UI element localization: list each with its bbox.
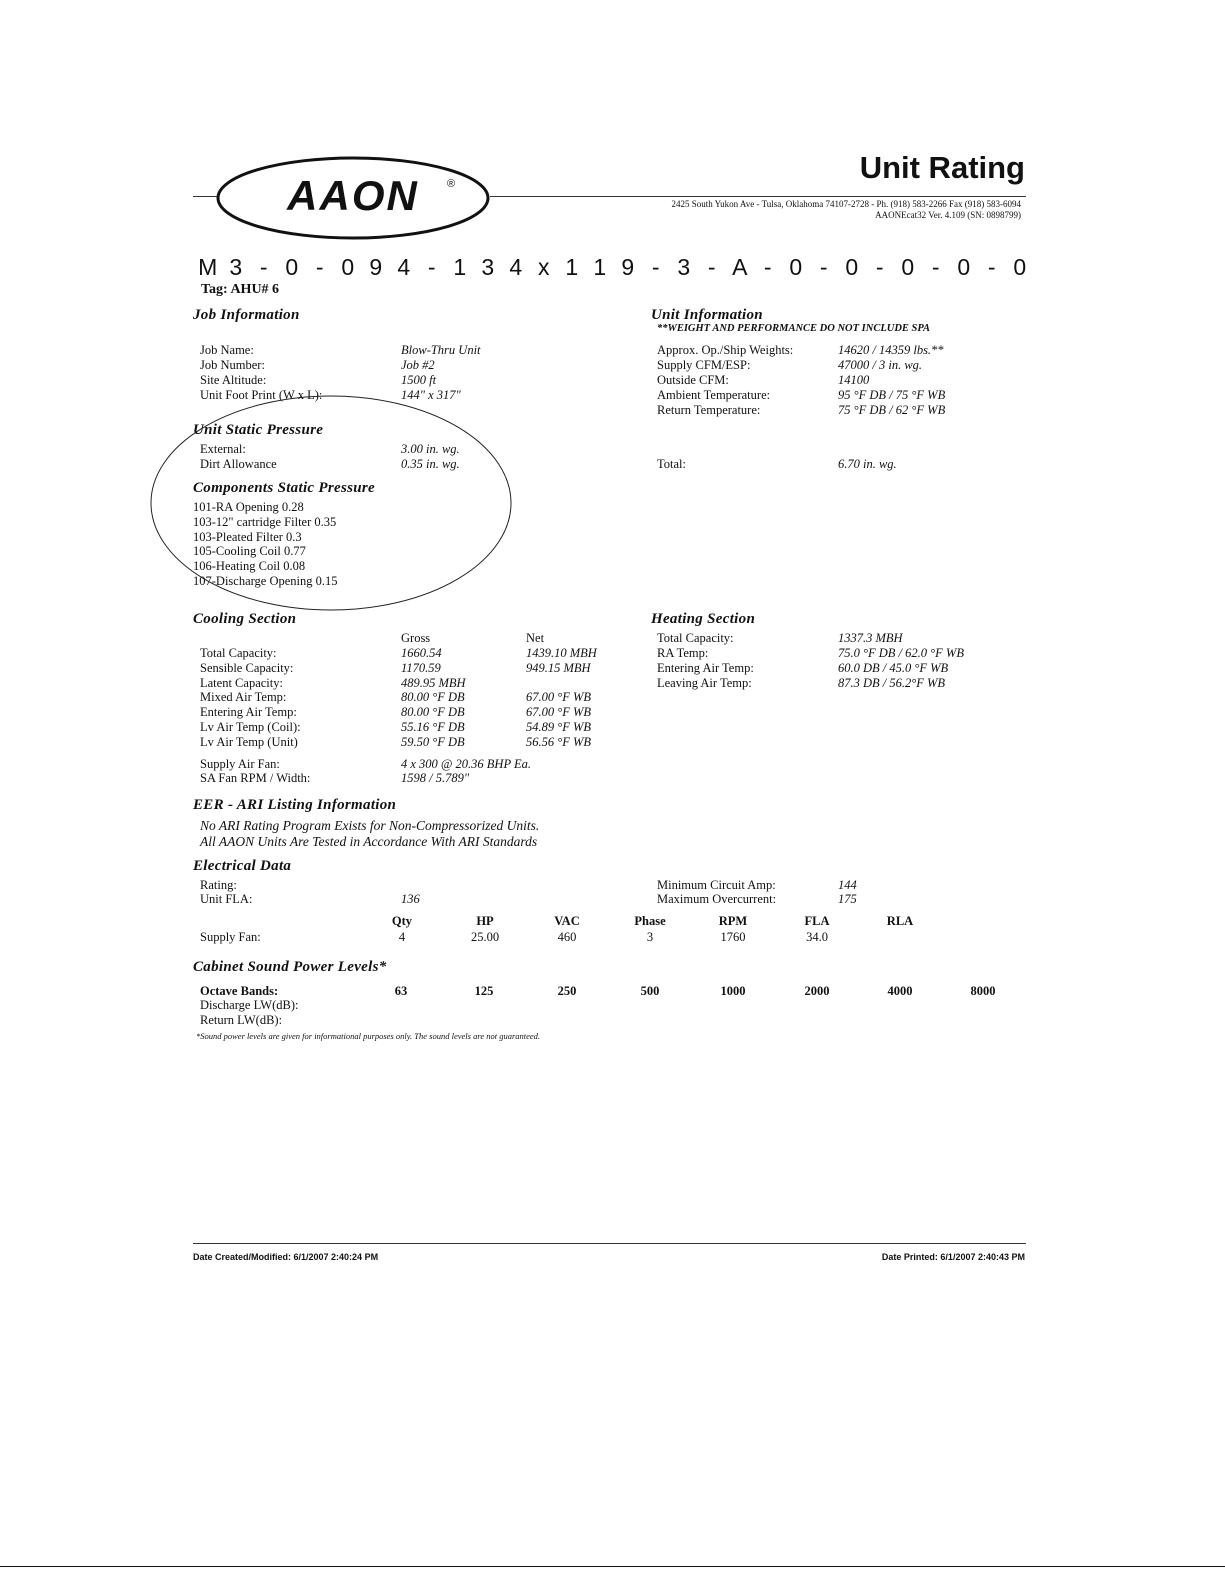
header-rule-left <box>193 196 217 197</box>
supply-fan-label: Supply Air Fan: <box>200 757 280 771</box>
cooling-row-net: 1439.10 MBH <box>526 646 597 660</box>
total-static-label: Total: <box>657 457 686 471</box>
job-info-heading: Job Information <box>193 307 300 323</box>
col-phase: Phase <box>634 914 666 928</box>
model-char: 9 <box>621 254 635 280</box>
dirt-allowance-value: 0.35 in. wg. <box>401 457 460 471</box>
sound-heading: Cabinet Sound Power Levels* <box>193 959 387 975</box>
cooling-row-gross: 59.50 °F DB <box>401 735 465 749</box>
header-rule-right <box>490 196 1026 197</box>
return-lw-label: Return LW(dB): <box>200 1013 283 1027</box>
footprint-label: Unit Foot Print (W x L): <box>200 388 323 402</box>
dirt-allowance-label: Dirt Allowance <box>200 457 277 471</box>
col-qty: Qty <box>391 914 413 928</box>
unit-fla-label: Unit FLA: <box>200 892 253 906</box>
octave-band: 2000 <box>804 984 830 998</box>
fan-rpm-value: 1598 / 5.789" <box>401 771 470 785</box>
return-temp-value: 75 °F DB / 62 °F WB <box>838 403 946 417</box>
fan-fla: 34.0 <box>806 930 828 944</box>
cooling-row-net: 949.15 MBH <box>526 661 591 675</box>
model-char: - <box>875 254 885 280</box>
electrical-heading: Electrical Data <box>193 858 292 874</box>
model-char: 1 <box>453 254 467 280</box>
heating-row-value: 60.0 DB / 45.0 °F WB <box>838 661 949 675</box>
model-char: 0 <box>285 254 299 280</box>
supply-cfm-label: Supply CFM/ESP: <box>657 358 751 372</box>
model-char: - <box>315 254 325 280</box>
date-created: Date Created/Modified: 6/1/2007 2:40:24 PM <box>193 1252 379 1262</box>
components-heading: Components Static Pressure <box>193 480 375 496</box>
model-char: - <box>819 254 829 280</box>
cooling-row-label: Lv Air Temp (Coil): <box>200 720 301 734</box>
model-char: - <box>707 254 717 280</box>
cooling-heading: Cooling Section <box>193 611 297 627</box>
heating-row-label: Entering Air Temp: <box>657 661 754 675</box>
heating-row-value: 75.0 °F DB / 62.0 °F WB <box>838 646 964 660</box>
external-label: External: <box>200 442 246 456</box>
job-number-label: Job Number: <box>200 358 265 372</box>
cooling-row-gross: 80.00 °F DB <box>401 705 465 719</box>
mca-label: Minimum Circuit Amp: <box>657 878 776 892</box>
model-char: 4 <box>397 254 411 280</box>
cooling-row-label: Sensible Capacity: <box>200 661 294 675</box>
col-rpm: RPM <box>718 914 748 928</box>
fan-qty: 4 <box>398 930 406 944</box>
supply-fan-value: 4 x 300 @ 20.36 BHP Ea. <box>401 757 532 771</box>
model-char: 0 <box>341 254 355 280</box>
heating-row-value: 87.3 DB / 56.2°F WB <box>838 676 946 690</box>
model-char: A <box>732 254 748 280</box>
site-altitude-value: 1500 ft <box>401 373 437 387</box>
footprint-value: 144" x 317" <box>401 388 461 402</box>
unit-info-heading: Unit Information <box>651 307 763 323</box>
model-char: 0 <box>1013 254 1027 280</box>
octave-band: 63 <box>394 984 408 998</box>
model-char: 1 <box>565 254 579 280</box>
fan-rpm: 1760 <box>720 930 746 944</box>
cooling-row-label: Total Capacity: <box>200 646 277 660</box>
mca-value: 144 <box>838 878 857 892</box>
cooling-row-gross: 489.95 MBH <box>401 676 466 690</box>
unit-tag: Tag: AHU# 6 <box>201 282 280 297</box>
model-char: - <box>427 254 437 280</box>
site-altitude-label: Site Altitude: <box>200 373 267 387</box>
model-char: 0 <box>901 254 915 280</box>
job-number-value: Job #2 <box>401 358 435 372</box>
eer-heading: EER - ARI Listing Information <box>193 797 397 813</box>
eer-line: All AAON Units Are Tested in Accordance With ARI Standards <box>200 834 538 849</box>
octave-band: 8000 <box>970 984 996 998</box>
weights-label: Approx. Op./Ship Weights: <box>657 343 794 357</box>
footer-rule <box>193 1243 1026 1244</box>
cooling-row-label: Mixed Air Temp: <box>200 690 287 704</box>
cooling-row-gross: 80.00 °F DB <box>401 690 465 704</box>
model-char: 1 <box>593 254 607 280</box>
heating-row-label: RA Temp: <box>657 646 709 660</box>
model-char: 0 <box>957 254 971 280</box>
model-char: x <box>538 254 550 280</box>
mop-label: Maximum Overcurrent: <box>657 892 777 906</box>
total-static-value: 6.70 in. wg. <box>838 457 897 471</box>
col-vac: VAC <box>554 914 580 928</box>
eer-line: No ARI Rating Program Exists for Non-Compressorized Units. <box>200 818 540 833</box>
octave-band: 250 <box>557 984 577 998</box>
page-bottom-edge <box>0 1566 1225 1567</box>
octave-band: 4000 <box>887 984 913 998</box>
unit-fla-value: 136 <box>401 892 420 906</box>
outside-cfm-value: 14100 <box>838 373 870 387</box>
heating-row-label: Total Capacity: <box>657 631 734 645</box>
cooling-row-label: Latent Capacity: <box>200 676 283 690</box>
fan-vac: 460 <box>557 930 577 944</box>
page-title: Unit Rating <box>859 150 1025 185</box>
cooling-row-label: Lv Air Temp (Unit) <box>200 735 298 749</box>
static-pressure-heading: Unit Static Pressure <box>193 422 324 438</box>
octave-band: 125 <box>474 984 494 998</box>
return-temp-label: Return Temperature: <box>657 403 761 417</box>
fan-hp: 25.00 <box>470 930 500 944</box>
cooling-gross-header: Gross <box>401 631 431 645</box>
model-char: - <box>931 254 941 280</box>
logo-text: AAON <box>287 172 419 219</box>
cooling-net-header: Net <box>526 631 545 645</box>
octave-band: 1000 <box>720 984 746 998</box>
model-char: 9 <box>369 254 383 280</box>
date-printed: Date Printed: 6/1/2007 2:40:43 PM <box>881 1252 1025 1262</box>
cooling-row-net: 56.56 °F WB <box>526 735 592 749</box>
model-char: 3 <box>481 254 495 280</box>
company-address: 2425 South Yukon Ave - Tulsa, Oklahoma 74107-2728 - Ph. (918) 583-2266 Fax (918) 583-6094 <box>671 199 1021 209</box>
job-name-value: Blow-Thru Unit <box>401 343 481 357</box>
model-char: 4 <box>509 254 523 280</box>
sound-footnote: *Sound power levels are given for informational purposes only. The sound levels are not guaranteed. <box>196 1031 541 1041</box>
supply-fan-row-label: Supply Fan: <box>200 930 261 944</box>
job-name-label: Job Name: <box>200 343 254 357</box>
software-version: AAONEcat32 Ver. 4.109 (SN: 0898799) <box>875 210 1021 220</box>
model-char: 3 <box>677 254 691 280</box>
model-char: 0 <box>845 254 859 280</box>
cooling-row-net: 67.00 °F WB <box>526 690 592 704</box>
col-fla: FLA <box>804 914 830 928</box>
model-char: M <box>198 254 218 280</box>
cooling-row-gross: 1660.54 <box>401 646 442 660</box>
model-char: - <box>763 254 773 280</box>
cooling-row-gross: 55.16 °F DB <box>401 720 465 734</box>
external-value: 3.00 in. wg. <box>401 442 460 456</box>
discharge-lw-label: Discharge LW(dB): <box>200 998 299 1012</box>
model-char: - <box>987 254 997 280</box>
component-item: 101-RA Opening 0.28 <box>193 500 304 514</box>
fan-rpm-label: SA Fan RPM / Width: <box>200 771 311 785</box>
registered-mark: ® <box>447 178 456 190</box>
mop-value: 175 <box>838 892 857 906</box>
rating-label: Rating: <box>200 878 237 892</box>
octave-band: 500 <box>640 984 660 998</box>
component-item: 106-Heating Coil 0.08 <box>193 559 306 573</box>
heating-row-value: 1337.3 MBH <box>838 631 903 645</box>
aaon-logo <box>215 155 495 241</box>
supply-cfm-value: 47000 / 3 in. wg. <box>838 358 923 372</box>
ambient-temp-label: Ambient Temperature: <box>657 388 771 402</box>
outside-cfm-label: Outside CFM: <box>657 373 729 387</box>
component-item: 103-12" cartridge Filter 0.35 <box>193 515 337 529</box>
ambient-temp-value: 95 °F DB / 75 °F WB <box>838 388 946 402</box>
octave-bands-label: Octave Bands: <box>200 984 279 998</box>
model-char: 0 <box>789 254 803 280</box>
col-hp: HP <box>476 914 494 928</box>
heating-row-label: Leaving Air Temp: <box>657 676 752 690</box>
cooling-row-net: 67.00 °F WB <box>526 705 592 719</box>
model-number <box>194 254 1034 281</box>
model-char: 3 <box>229 254 243 280</box>
unit-info-note: **WEIGHT AND PERFORMANCE DO NOT INCLUDE SPA <box>657 323 931 334</box>
component-item: 105-Cooling Coil 0.77 <box>193 544 306 558</box>
model-char: - <box>259 254 269 280</box>
fan-phase: 3 <box>646 930 654 944</box>
cooling-row-gross: 1170.59 <box>401 661 441 675</box>
col-rla: RLA <box>886 914 914 928</box>
cooling-row-label: Entering Air Temp: <box>200 705 297 719</box>
component-item: 107-Discharge Opening 0.15 <box>193 574 338 588</box>
heating-heading: Heating Section <box>651 611 756 627</box>
component-item: 103-Pleated Filter 0.3 <box>193 530 302 544</box>
weights-value: 14620 / 14359 lbs.** <box>838 343 944 357</box>
model-char: - <box>651 254 661 280</box>
cooling-row-net: 54.89 °F WB <box>526 720 592 734</box>
